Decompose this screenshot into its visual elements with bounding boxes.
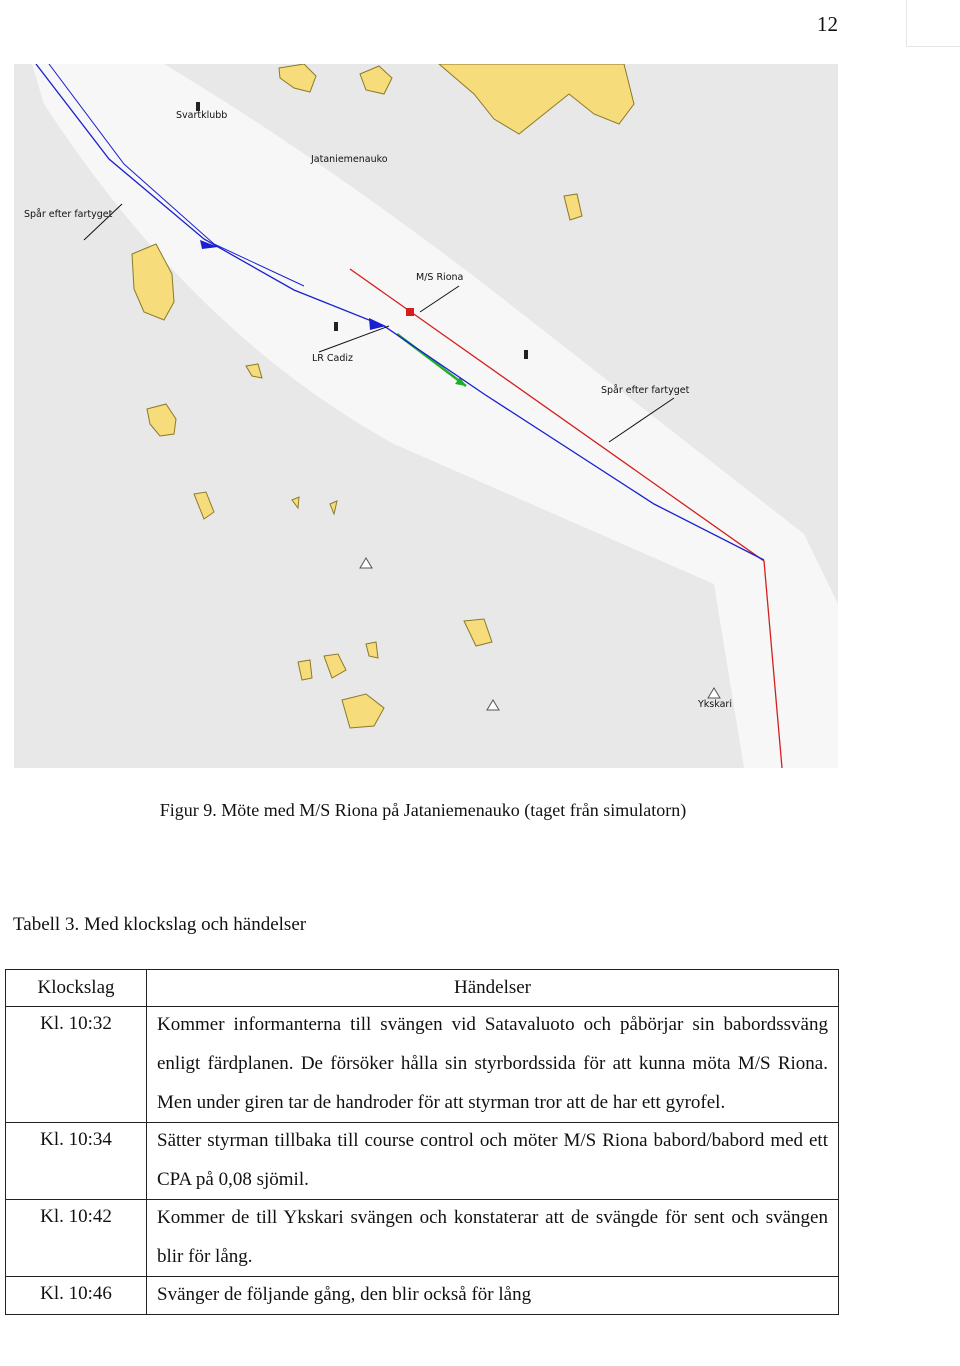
corner-box bbox=[906, 0, 960, 47]
simulator-chart bbox=[14, 64, 838, 768]
row-text-content: Svänger de följande gång, den blir också för lång bbox=[157, 1284, 532, 1305]
label-spar-left: Spår efter fartyget bbox=[24, 209, 113, 220]
table-row bbox=[6, 1007, 839, 1123]
table-row bbox=[6, 1200, 839, 1277]
label-ykskari: Ykskari bbox=[698, 699, 732, 710]
row-text bbox=[147, 1200, 839, 1277]
row-text-content: Kommer informanterna till svängen vid Satavaluoto och påbörjar sin babordssväng enligt färdplanen. De försöker hålla sin styrbordssida för att kunna möta M/S Riona. Men under giren tar de handroder för att styrman tror att de har ett gyrofel. bbox=[157, 1014, 828, 1113]
row-time: Kl. 10:32 bbox=[6, 1007, 147, 1123]
row-time: Kl. 10:34 bbox=[6, 1123, 147, 1200]
label-spar-right: Spår efter fartyget bbox=[601, 385, 690, 396]
table-row bbox=[6, 1123, 839, 1200]
row-text bbox=[147, 1007, 839, 1123]
row-text bbox=[147, 1277, 839, 1315]
row-text bbox=[147, 1123, 839, 1200]
row-time: Kl. 10:42 bbox=[6, 1200, 147, 1277]
label-lr-cadiz: LR Cadiz bbox=[312, 353, 354, 364]
other-vessel-marker bbox=[406, 308, 414, 316]
label-ms-riona: M/S Riona bbox=[416, 272, 464, 283]
header-events: Händelser bbox=[147, 970, 839, 1007]
page-number: 12 bbox=[817, 12, 838, 36]
label-svartklubb: Svartklubb bbox=[176, 110, 228, 121]
label-jataniemenauko: Jataniemenauko bbox=[311, 154, 388, 165]
header-time: Klockslag bbox=[6, 970, 147, 1007]
beacon-lr-cadiz-icon bbox=[334, 322, 338, 331]
row-text-content: Kommer de till Ykskari svängen och konstaterar att de svängde för sent och svängen blir för lång. bbox=[157, 1207, 828, 1267]
table-row bbox=[6, 1277, 839, 1315]
table-header-row bbox=[6, 970, 839, 1007]
table-caption: Tabell 3. Med klockslag och händelser bbox=[13, 914, 307, 935]
events-table bbox=[5, 969, 839, 1315]
beacon-mid-icon bbox=[524, 350, 528, 359]
row-text-content: Sätter styrman tillbaka till course control och möter M/S Riona babord/babord med ett CPA på 0,08 sjömil. bbox=[157, 1130, 828, 1190]
figure-caption: Figur 9. Möte med M/S Riona på Jataniemenauko (taget från simulatorn) bbox=[159, 800, 687, 820]
row-time: Kl. 10:46 bbox=[6, 1277, 147, 1315]
